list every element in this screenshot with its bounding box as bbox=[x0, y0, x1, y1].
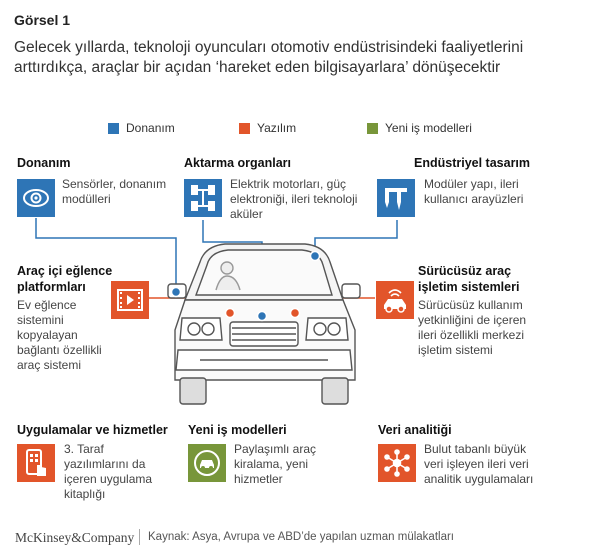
section-title-industrial-design: Endüstriyel tasarım bbox=[414, 156, 531, 170]
legend-label-new-models: Yeni iş modelleri bbox=[385, 121, 472, 135]
source-note: Kaynak: Asya, Avrupa ve ABD’de yapılan uzman mülakatları bbox=[148, 531, 454, 543]
section-text-hardware: Sensörler, donanım modülleri bbox=[62, 177, 167, 206]
autonomous-car-icon bbox=[376, 281, 414, 319]
network-icon bbox=[378, 444, 416, 482]
section-text-analytics: Bulut tabanlı büyük veri işleyen ileri veri analitik uygulamaları bbox=[424, 442, 534, 486]
figure-subtitle: Gelecek yıllarda, teknoloji oyuncuları otomotiv endüstrisindeki faaliyetlerini arttırdıkça, araçlar bir açıdan ‘hareket eden bilgisayarlara’ dönüşecektir bbox=[14, 39, 524, 76]
section-title-analytics: Veri analitiği bbox=[378, 423, 452, 437]
section-title-powertrain: Aktarma organları bbox=[184, 156, 291, 170]
eye-icon bbox=[17, 179, 55, 217]
car-illustration bbox=[168, 244, 360, 404]
section-title-new-models: Yeni iş modelleri bbox=[188, 423, 287, 437]
section-text-autonomous: Sürücüsüz kullanım yetkinliğini de içeren ileri özellikli merkezi işletim sistemi bbox=[418, 298, 527, 357]
section-text-powertrain: Elektrik motorları, güç elektroniği, ileri teknoloji aküler bbox=[230, 177, 358, 221]
section-text-new-models: Paylaşımlı araç kiralama, yeni hizmetler bbox=[234, 442, 317, 486]
section-text-infotainment: Ev eğlence sistemini kopyalayan bağlantı özellikli araç sistemi bbox=[17, 298, 102, 372]
section-text-apps: 3. Taraf yazılımlarını da içeren uygulama kitaplığı bbox=[64, 442, 153, 501]
phone-touch-icon bbox=[17, 444, 55, 482]
axle-icon bbox=[184, 179, 222, 217]
section-title-apps: Uygulamalar ve hizmetler bbox=[17, 423, 168, 437]
figure-label: Görsel 1 bbox=[14, 12, 71, 28]
section-title-autonomous: Sürücüsüz araç işletim sistemleri bbox=[418, 264, 520, 294]
mckinsey-logo: McKinsey&Company bbox=[15, 530, 135, 545]
car-circle-icon bbox=[188, 444, 226, 482]
legend-label-hardware: Donanım bbox=[126, 121, 175, 135]
footer-divider bbox=[139, 529, 140, 545]
section-text-industrial-design: Modüler yapı, ileri kullanıcı arayüzleri bbox=[424, 177, 524, 206]
film-icon bbox=[111, 281, 149, 319]
caliper-icon bbox=[377, 179, 415, 217]
section-title-hardware: Donanım bbox=[17, 156, 71, 170]
section-title-infotainment: Araç içi eğlence platformları bbox=[17, 264, 113, 294]
legend-label-software: Yazılım bbox=[257, 121, 297, 135]
